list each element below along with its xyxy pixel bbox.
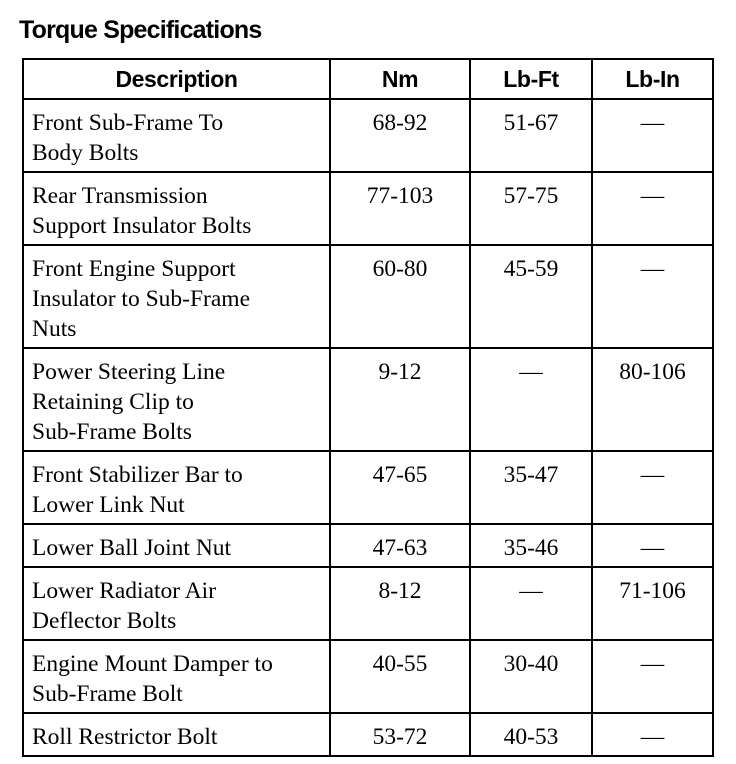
description-line: Sub-Frame Bolts: [32, 419, 192, 445]
cell-lb-in: —: [592, 451, 713, 524]
table-row: [23, 567, 713, 640]
cell-lb-in: —: [592, 640, 713, 713]
cell-nm: 68-92: [330, 99, 470, 172]
table-body: [23, 99, 713, 756]
cell-description: [23, 567, 330, 640]
header-description: Description: [23, 59, 330, 99]
description-line: Power Steering Line: [32, 359, 226, 385]
table-row: [23, 524, 713, 567]
cell-lb-in: —: [592, 245, 713, 348]
description-line: Nuts: [32, 316, 77, 342]
cell-lb-in: —: [592, 524, 713, 567]
description-line: Lower Ball Joint Nut: [32, 535, 232, 561]
cell-lb-in: —: [592, 713, 713, 756]
cell-lb-ft: 51-67: [470, 99, 592, 172]
description-line: Engine Mount Damper to: [32, 651, 273, 677]
description-line: Lower Radiator Air: [32, 578, 217, 604]
table-row: [23, 172, 713, 245]
cell-lb-ft: 45-59: [470, 245, 592, 348]
cell-description: [23, 451, 330, 524]
description-line: Front Stabilizer Bar to: [32, 462, 243, 488]
description-line: Deflector Bolts: [32, 608, 177, 634]
table-header-row: [23, 59, 713, 99]
page-title: Torque Specifications: [19, 16, 262, 44]
cell-lb-ft: —: [470, 567, 592, 640]
description-line: Front Sub-Frame To: [32, 110, 224, 136]
cell-description: [23, 99, 330, 172]
description-line: Support Insulator Bolts: [32, 213, 252, 239]
description-line: Front Engine Support: [32, 256, 236, 282]
cell-description: [23, 172, 330, 245]
description-line: Retaining Clip to: [32, 389, 194, 415]
header-lb-ft: Lb-Ft: [470, 59, 592, 99]
description-line: Insulator to Sub-Frame: [32, 286, 250, 312]
description-line: Rear Transmission: [32, 183, 208, 209]
cell-description: [23, 245, 330, 348]
cell-lb-in: —: [592, 99, 713, 172]
cell-nm: 53-72: [330, 713, 470, 756]
header-nm: Nm: [330, 59, 470, 99]
description-line: Body Bolts: [32, 140, 139, 166]
cell-nm: 60-80: [330, 245, 470, 348]
cell-description: [23, 348, 330, 451]
cell-nm: 40-55: [330, 640, 470, 713]
cell-nm: 47-63: [330, 524, 470, 567]
cell-nm: 9-12: [330, 348, 470, 451]
cell-description: [23, 713, 330, 756]
table-row: [23, 713, 713, 756]
description-line: Sub-Frame Bolt: [32, 681, 183, 707]
description-line: Roll Restrictor Bolt: [32, 724, 218, 750]
table-row: [23, 99, 713, 172]
cell-lb-ft: 40-53: [470, 713, 592, 756]
cell-lb-in: 80-106: [592, 348, 713, 451]
cell-description: [23, 524, 330, 567]
cell-lb-ft: —: [470, 348, 592, 451]
cell-lb-in: 71-106: [592, 567, 713, 640]
cell-lb-ft: 35-46: [470, 524, 592, 567]
cell-lb-ft: 57-75: [470, 172, 592, 245]
cell-lb-ft: 35-47: [470, 451, 592, 524]
description-line: Lower Link Nut: [32, 492, 185, 518]
cell-nm: 77-103: [330, 172, 470, 245]
cell-lb-ft: 30-40: [470, 640, 592, 713]
header-lb-in: Lb-In: [592, 59, 713, 99]
cell-description: [23, 640, 330, 713]
cell-nm: 8-12: [330, 567, 470, 640]
table-row: [23, 348, 713, 451]
cell-lb-in: —: [592, 172, 713, 245]
table-row: [23, 640, 713, 713]
torque-spec-table: [22, 58, 714, 757]
cell-nm: 47-65: [330, 451, 470, 524]
table-row: [23, 451, 713, 524]
table-row: [23, 245, 713, 348]
